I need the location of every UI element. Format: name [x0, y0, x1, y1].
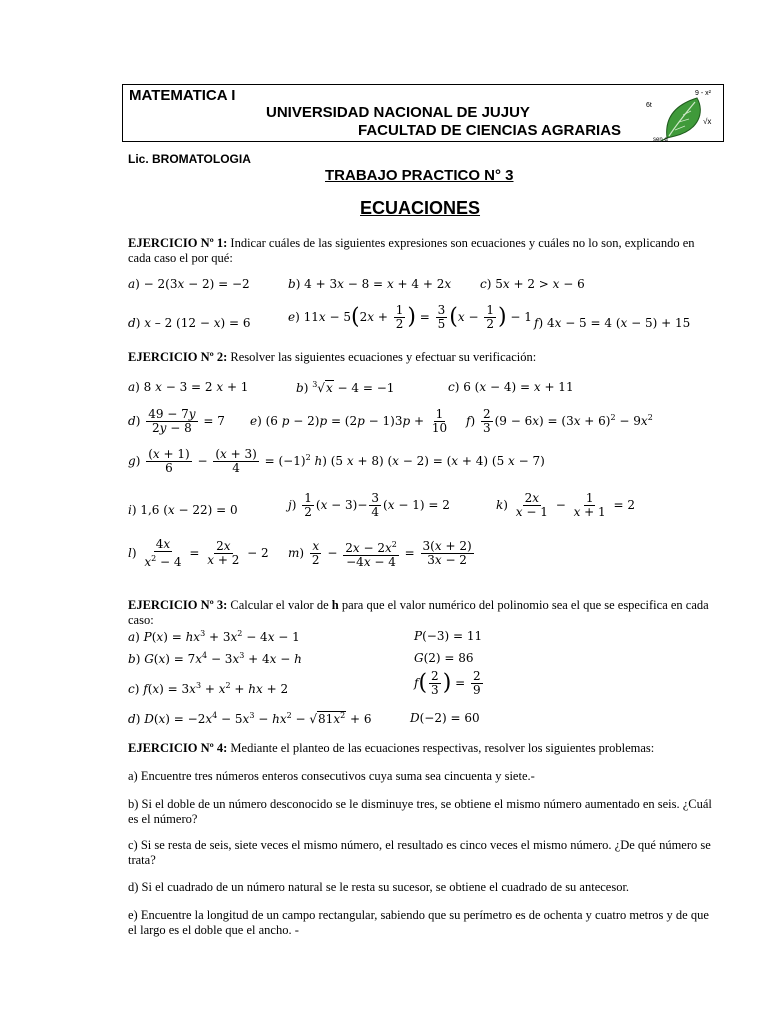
header-box: [122, 84, 724, 142]
ej4-problem-c: c) Si se resta de seis, siete veces el mismo número, el resultado es cinco veces el mismo número. ¿De qué número se trata?: [128, 838, 711, 867]
ej3-item-d: d) $D(x) = -2x^4 - 5x^3 - hx^2 - √81x^2 + 6$: [128, 711, 372, 726]
faculty-name: FACULTAD DE CIENCIAS AGRARIAS: [358, 122, 622, 139]
ej2-item-d: d) $\frac{49 - 7y}{2y - 8}$ = 7: [128, 407, 225, 435]
university-name: UNIVERSIDAD NACIONAL DE JUJUY: [266, 104, 530, 121]
ej3-item-b-value: G(2) = 86: [414, 651, 474, 665]
ej4-problem-b: b) Si el doble de un número desconocido se le disminuye tres, se obtiene el mismo número aumentado en seis. ¿Cuál es el número?: [128, 797, 712, 826]
ej3-item-c-value: f( $\frac{2}{3}$ ) = $\frac{2}{9}$: [414, 669, 481, 697]
ej4-problem-d: d) Si el cuadrado de un número natural se le resta su sucesor, se obtiene el cuadrado de su antecesor.: [128, 880, 630, 894]
ej2-item-e: e) (6 p − 2)p = (2p − 1)3p + $\frac{1}{10}$: [250, 407, 448, 435]
ej1-item-c: c) 5x + 2 > x − 6: [480, 277, 585, 291]
ej1-item-e: e) 11x − 5(2x + $\frac{1}{2}$ ) = $\frac{3}{5}$ (x − $\frac{1}{2}$ ) − 1: [288, 303, 532, 331]
exercise-3-text-b: para que el valor numérico del polinomio sea el que se especifica en cada caso:: [128, 598, 709, 627]
exercise-3-statement: [128, 598, 718, 628]
ej2-item-a: a) 8 x − 3 = 2 x + 1: [128, 380, 249, 394]
exercise-4-text: Mediante el planteo de las ecuaciones respectivas, resolver los siguientes problemas:: [227, 741, 655, 755]
ej3-item-a: a) $P(x) = hx^3 + 3x^2 - 4x - 1$: [128, 629, 300, 644]
exercise-1-label: EJERCICIO Nº 1:: [128, 236, 228, 250]
faculty-leaf-logo: [645, 86, 723, 142]
ej2-item-l: l) $\frac{4x}{x^2 - 4}$ = $\frac{2x}{x + 2}$ − 2: [128, 537, 269, 569]
ej2-item-g-h: g) $\frac{(x + 1)}{6}$ − $\frac{(x + 3)}{4}$ = $(-1)^2$ h) (5 x + 8) (x − 2) = (x + 4) (5 x − 7): [128, 447, 545, 475]
ej1-item-f: f) 4x − 5 = 4 (x − 5) + 15: [534, 316, 691, 330]
exercise-2-text: Resolver las siguientes ecuaciones y efectuar su verificación:: [227, 350, 537, 364]
logo-text-top: 9 - x²: [695, 90, 711, 97]
logo-text-bottom: sen α: [653, 137, 668, 142]
ej1-item-a: a) − 2(3x − 2) = −2: [128, 277, 250, 291]
ej2-item-k: k) $\frac{2x}{x - 1}$ − $\frac{1}{x + 1}$ = 2: [496, 491, 636, 519]
exercise-4-statement: [128, 741, 718, 756]
exercise-2-statement: [128, 350, 718, 365]
ej1-item-b: b) 4 + 3x − 8 = x + 4 + 2x: [288, 277, 452, 291]
logo-text-left: 6t: [646, 102, 652, 109]
ej3-item-a-value: P(−3) = 11: [414, 629, 483, 643]
ej4-problem-e: e) Encuentre la longitud de un campo rectangular, sabiendo que su perímetro es de ochenta y cuatro metros y de que el largo es el doble que el ancho. -: [128, 908, 709, 937]
exercise-4-label: EJERCICIO Nº 4:: [128, 741, 228, 755]
practice-title: TRABAJO PRACTICO N° 3: [325, 167, 514, 184]
logo-text-right: √x: [703, 117, 712, 126]
ej2-item-b: b) $^3$√x − 4 = −1: [296, 380, 395, 395]
exercise-3-text-a: Calcular el valor de: [227, 598, 332, 612]
ej2-item-i: i) 1,6 (x − 22) = 0: [128, 503, 238, 517]
ej1-item-d: d) x – 2 (12 − x) = 6: [128, 316, 251, 330]
career-label: Lic. BROMATOLOGIA: [128, 152, 251, 166]
ej3-item-c: c) $f(x) = 3x^3 + x^2$ + hx + 2: [128, 681, 289, 696]
topic-title: ECUACIONES: [360, 198, 481, 218]
exercise-3-h: h: [331, 598, 339, 612]
ej2-item-c: c) 6 (x − 4) = x + 11: [448, 380, 574, 394]
ej2-item-f: f) $\frac{2}{3}$ $(9 - 6x) = (3x + 6)^2 - 9x^2$: [466, 407, 653, 435]
ej2-item-j: j) $\frac{1}{2}$ (x − 3)− $\frac{3}{4}$ (x − 1) = 2: [288, 491, 450, 519]
ej2-item-m: m) $\frac{x}{2}$ − $\frac{2x - 2x^2}{-4x - 4}$ = $\frac{3(x + 2)}{3x - 2}$: [288, 539, 472, 569]
exercise-3-label: EJERCICIO Nº 3:: [128, 598, 228, 612]
ej4-problem-a: a) Encuentre tres números enteros consecutivos cuya suma sea cincuenta y siete.-: [128, 769, 535, 783]
exercise-1-text: Indicar cuáles de las siguientes expresiones son ecuaciones y cuáles no lo son, explicando en cada caso el por qué:: [128, 236, 695, 265]
exercise-2-label: EJERCICIO Nº 2:: [128, 350, 228, 364]
course-title: MATEMATICA I: [129, 87, 236, 104]
ej3-item-b: b) $G(x) = 7x^4 - 3x^3 + 4x - h$: [128, 651, 302, 666]
exercise-1-statement: [128, 236, 718, 266]
ej3-item-d-value: D(−2) = 60: [410, 711, 480, 725]
